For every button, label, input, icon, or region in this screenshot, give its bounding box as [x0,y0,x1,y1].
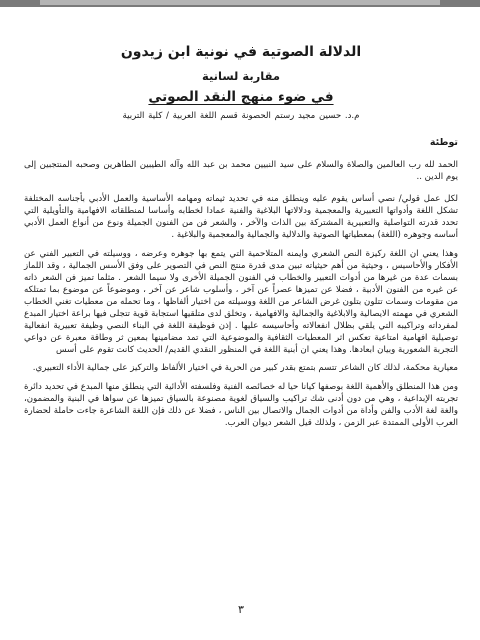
document-approach: في ضوء منهج النقد الصوتي [148,89,334,105]
title-block [24,42,458,106]
paragraph-4: معيارية محكمة، لذلك كان الشاعر تتسم بتمتع بقدر كبير من الحرية في اختيار الألفاظ والتركيز على جمالية الأداء التعبيري. [32,363,458,374]
paragraph-2: لكل عمل قولي/ نصي أساس يقوم عليه وينطلق منه في تحديد ثيماته ومهامه الأساسية والعمل الأدبي بأجناسه المختلفة تشكل اللغة وأدواتها التعبيرية والمعجمية ودلالاتها البلاغية والفنية عمادا لخطابه وأساسا لمنطلقاته الافهامية والتأويلية التي تحدد قدرته التواصلية والتعبيرية المشتركة بين الذات والآخر ، والشعر فن من الفنون الجميلة ونوع من أنواع العمل الأدبي أساسه وجوهره (اللغة) بمعطياتها الصوتية والدلالية والجمالية والمعجمية والبلاغية . [24,194,458,241]
paragraph-1: الحمد لله رب العالمين والصلاة والسلام على سيد النبيين محمد بن عبد الله وآله الطيبين الطاهرين وصحبه المنتجبين إلى يوم الدين .. [24,160,458,183]
document-subtitle: مقاربة لسانية [202,69,280,83]
page-number: ٣ [238,603,244,616]
scan-top-strip [0,0,480,7]
document-page [24,12,458,632]
scan-top-strip-inner [40,0,440,5]
section-heading: توطئة [429,137,458,148]
paragraph-3: وهذا يعني ان اللغة ركيزة النص الشعري وايمنه المتلاحمية التي يتمع بها جوهره وعرضه ، ووسيلته في التعبير الفني عن الأفكار والأحاسيس ، وحيثية من أهم حيثياته تبين مدى قدرة منتج النص في التصوير على وفق الأسس الجمالية ، وقد اللماز بسمات عدة من غيرها من أدوات التعبير والخطاب في الفنون الجميلة الأخرى ولا سيما الشعر . مثلما تميز فن الشعر ذاته عن غيره من الفنون الأدبية ، فضلا عن تميزها عصراً عن آخر ، وأسلوب شاعر عن آخر ، وموضوعاً عن موضوع بما تمتلكه من مقومات وسمات تتلون بتلون غرض الشاعر من اللغة ووسيلته من اختيار ألفاظها ، وما تحمله من معطيات تغني الخطاب الشعري في مهمته الايصالية والابلاغية والجمالية والافهامية ، وتخلق لدى متلقيها استجابة قوية تتجلى فيها براعة اختيار المبدع لمفرداته وتراكيبه التي يلقي بظلال انفعالاته وأحاسيسه عليها . إذن فوظيفة اللغة في البناء النصي وظيفة تعبيرية انفعالية توصيلية افهامية امتاعية تعكس اثر المعطيات الثقافية والموضوعية التي تمد مضامينها بمعين ثر وطاقة معبرة عن دواعي التجربة الشعورية وبيان ابعادها. وهذا يعني ان أبنية اللغة في المنظور النقدي القديم/ الحديث كانت تقوم على أسس [24,248,458,356]
document-title: الدلالة الصوتية في نونية ابن زيدون [120,44,362,60]
paragraph-5: ومن هذا المنطلق والأهمية اللغة بوصفها كيانا حيا له خصائصه الفنية وفلسفته الأدائية التي ينطلق منها المبدع في تحديد دائرة تجربته الإبداعية ، وهي من دون أدنى شك تراكيب والسياق لغوية مصنوعة بالسياق تميزها عن سواها في البنية والمضمون، والغة لغة الأدب والفن وأداة من أدوات الجمال والاتصال بين الناس ، فضلا عن ذلك فإن اللغة الشاعرة جاءت حاملة لحضارة العرب الأولى الممتدة عبر الزمن ، ولذلك قيل الشعر ديوان العرب. [24,381,458,428]
author-line: م.د. حسين مجيد رستم الحصونة قسم اللغة العربية / كلية التربية [122,111,360,121]
